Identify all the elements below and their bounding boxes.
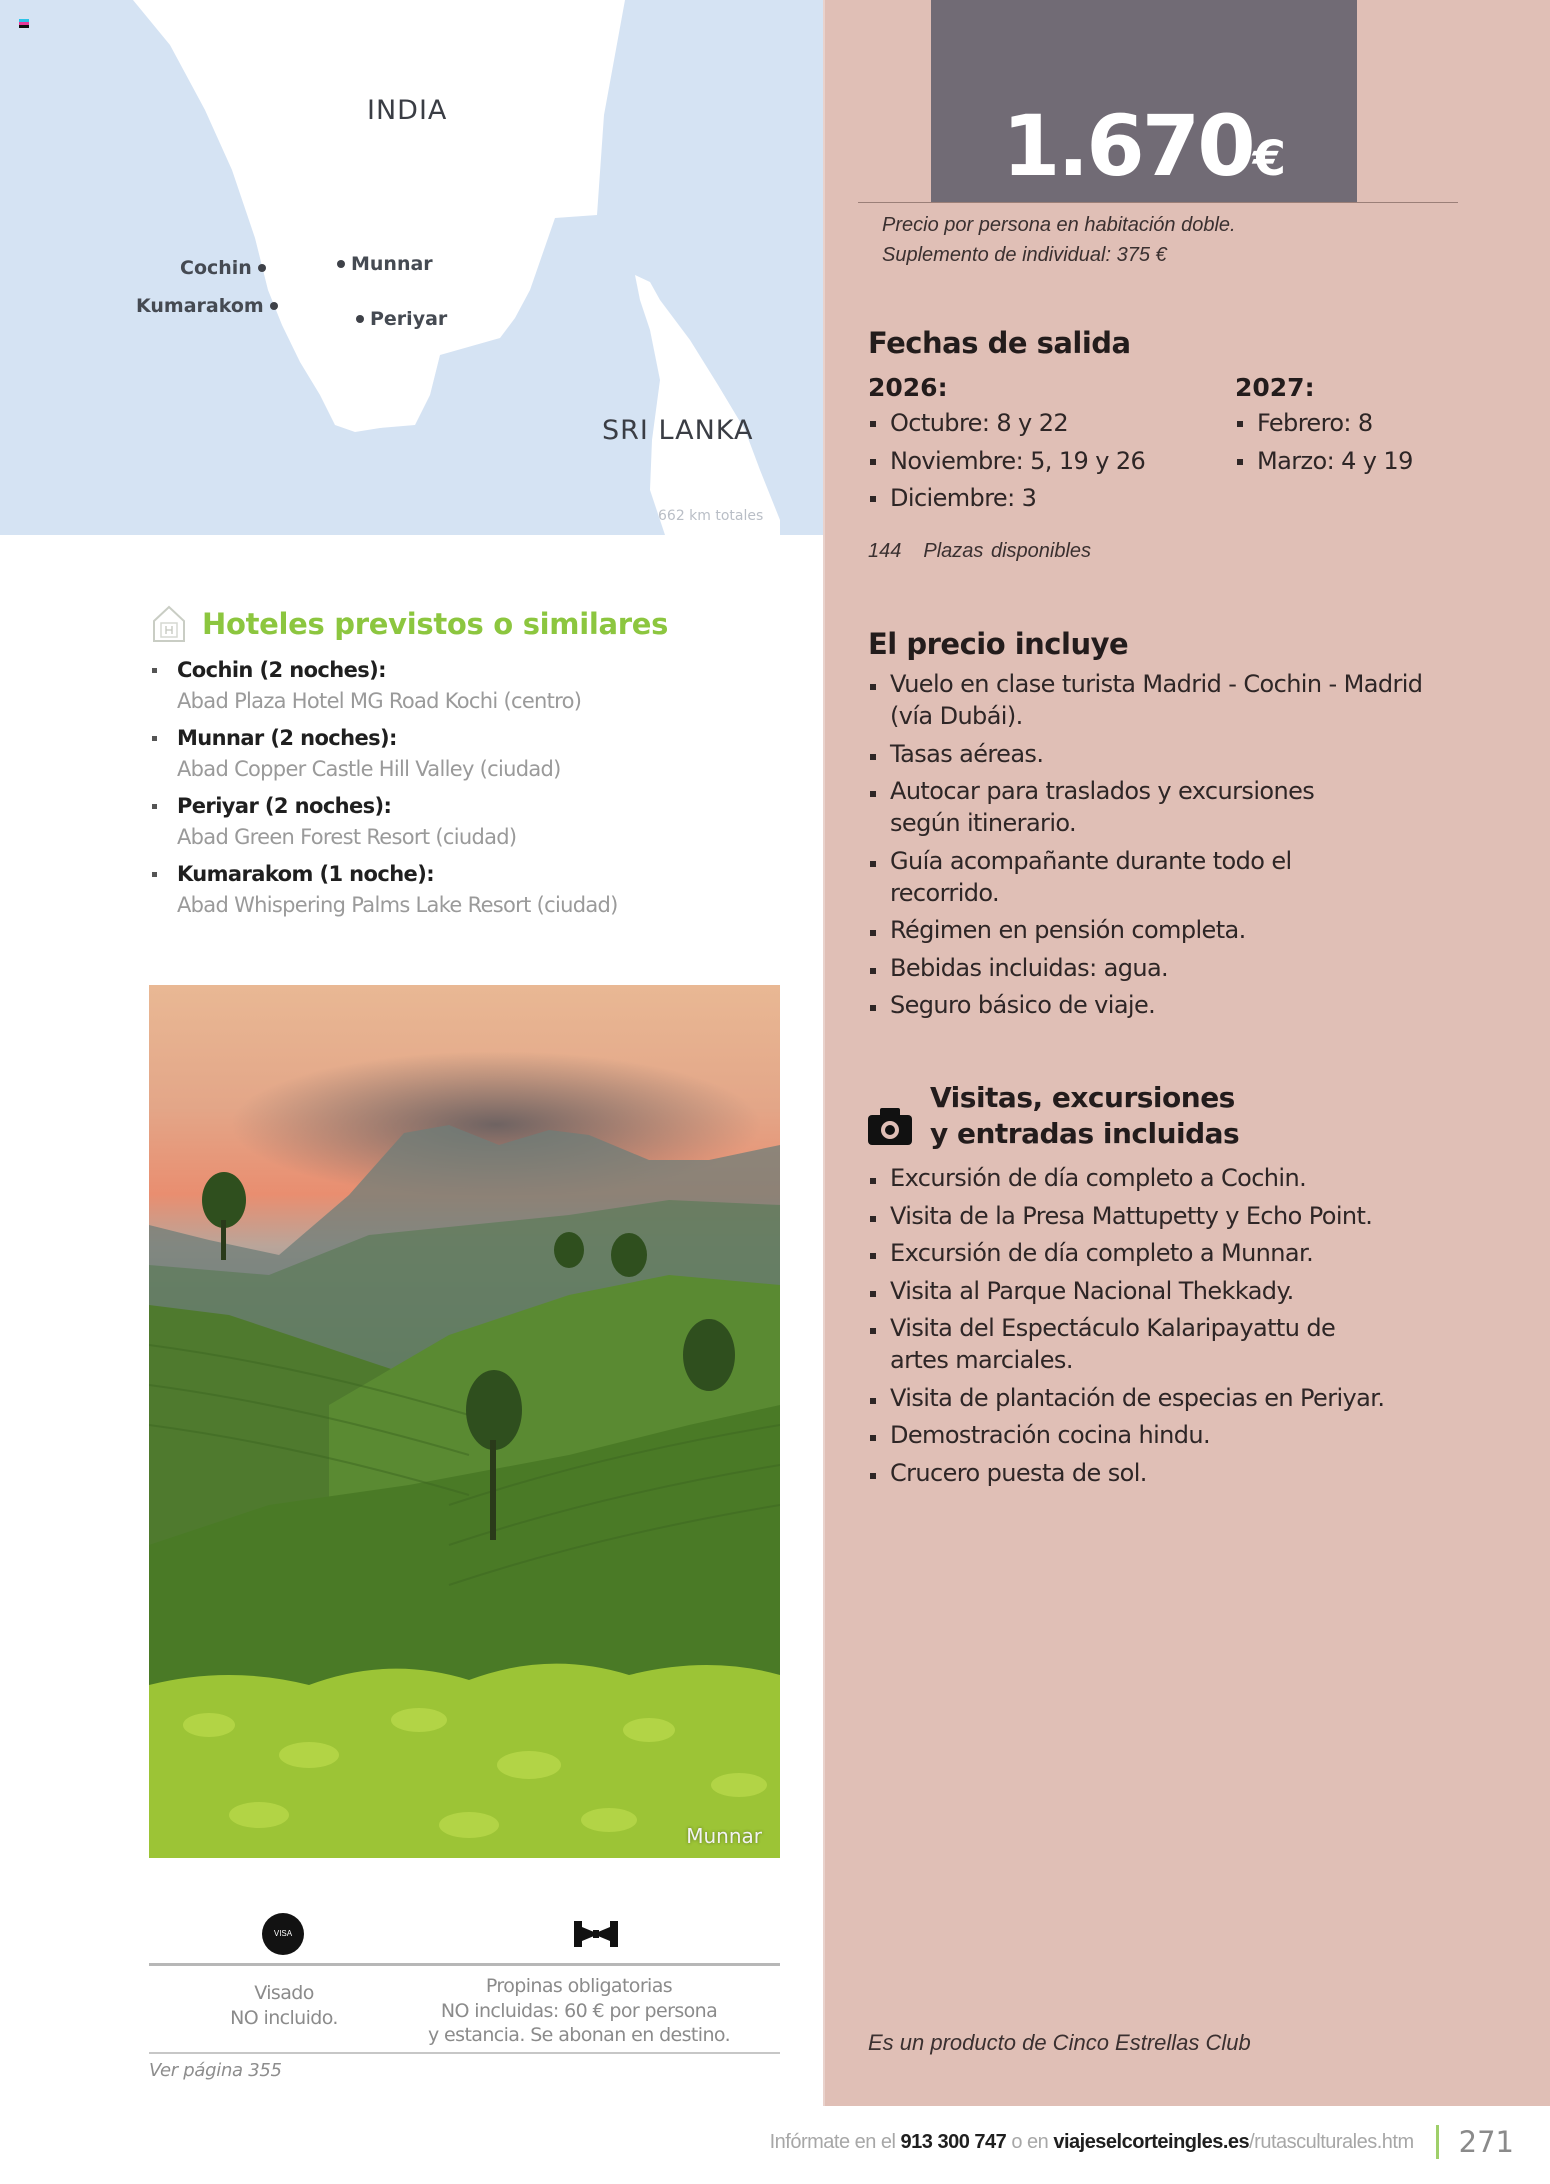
city-name: Munnar bbox=[351, 253, 433, 275]
location-dot-icon bbox=[258, 264, 266, 272]
tips-line: y estancia. Se abonan en destino. bbox=[427, 2024, 731, 2046]
photo-caption: Munnar bbox=[686, 1824, 762, 1848]
location-dot-icon bbox=[356, 315, 364, 323]
date-item: Marzo: 4 y 19 bbox=[1235, 443, 1413, 481]
price-includes-title: El precio incluye bbox=[868, 627, 1129, 661]
visit-item: Visita de la Presa Mattupetty y Echo Point. bbox=[868, 1200, 1508, 1232]
map-city-cochin bbox=[180, 257, 266, 279]
footer-prefix: Infórmate en el bbox=[769, 2130, 901, 2153]
include-item: Tasas aéreas. bbox=[868, 738, 1428, 770]
hotels-list bbox=[152, 655, 618, 927]
currency-symbol: € bbox=[1252, 131, 1287, 187]
year-2026: 2026: bbox=[868, 373, 948, 402]
hotel-name: Abad Green Forest Resort (ciudad) bbox=[177, 825, 517, 849]
departure-dates-title: Fechas de salida bbox=[868, 326, 1131, 360]
tips-note bbox=[384, 1974, 774, 2048]
include-item: Guía acompañante durante todo el recorrido. bbox=[868, 845, 1318, 909]
trip-details-panel bbox=[823, 0, 1550, 2106]
hotel-name: Abad Copper Castle Hill Valley (ciudad) bbox=[177, 757, 561, 781]
hotel-city: Periyar (2 noches): bbox=[177, 794, 392, 818]
hotel-city: Cochin (2 noches): bbox=[177, 658, 386, 682]
bow-tie-tips-icon bbox=[574, 1919, 618, 1949]
map-city-munnar bbox=[337, 253, 433, 275]
city-name: Kumarakom bbox=[136, 295, 264, 317]
dates-2026-list bbox=[868, 405, 1145, 518]
visits-list bbox=[868, 1162, 1508, 1494]
hotel-item bbox=[152, 723, 618, 785]
include-item: Bebidas incluidas: agua. bbox=[868, 952, 1428, 984]
hotel-item bbox=[152, 655, 618, 717]
include-item: Autocar para traslados y excursiones según itinerario. bbox=[868, 775, 1368, 839]
hotel-city: Kumarakom (1 noche): bbox=[177, 862, 434, 886]
visits-title-line: y entradas incluidas bbox=[930, 1117, 1240, 1150]
see-page-reference: Ver página 355 bbox=[149, 2060, 282, 2081]
page-number: 271 bbox=[1458, 2125, 1514, 2159]
print-registration-mark bbox=[19, 19, 29, 28]
divider bbox=[149, 1963, 780, 1966]
dates-2027-list bbox=[1235, 405, 1413, 480]
hotel-name: Abad Plaza Hotel MG Road Kochi (centro) bbox=[177, 689, 582, 713]
date-item: Febrero: 8 bbox=[1235, 405, 1413, 443]
footer-site-link[interactable]: viajeselcorteingles.es bbox=[1053, 2130, 1250, 2153]
landscape-illustration bbox=[149, 985, 780, 1858]
location-dot-icon bbox=[337, 260, 345, 268]
footer-phone: 913 300 747 bbox=[900, 2130, 1007, 2153]
date-item: Diciembre: 3 bbox=[868, 480, 1145, 518]
divider bbox=[858, 202, 1458, 203]
club-note: Es un producto de Cinco Estrellas Club bbox=[868, 2030, 1251, 2055]
include-item: Régimen en pensión completa. bbox=[868, 914, 1428, 946]
hotels-title: Hoteles previstos o similares bbox=[202, 607, 669, 641]
visits-header bbox=[868, 1080, 1239, 1152]
footer-site-path[interactable]: /rutasculturales.htm bbox=[1249, 2130, 1414, 2153]
footer-separator bbox=[1436, 2125, 1439, 2159]
not-included-info bbox=[149, 1905, 780, 2081]
price-includes-list bbox=[868, 668, 1428, 1027]
footer-middle: o en bbox=[1006, 2130, 1054, 2153]
map-city-periyar bbox=[356, 308, 447, 330]
visit-item: Visita del Espectáculo Kalaripayattu de artes marciales. bbox=[868, 1312, 1358, 1376]
price-note-line: Precio por persona en habitación doble. bbox=[882, 214, 1236, 236]
visa-label: Visado bbox=[254, 1982, 314, 2004]
hotel-city: Munnar (2 noches): bbox=[177, 726, 397, 750]
price-value: 1.670 bbox=[1001, 97, 1253, 195]
date-item: Noviembre: 5, 19 y 26 bbox=[868, 443, 1145, 481]
divider bbox=[149, 2052, 780, 2054]
price-amount bbox=[931, 97, 1357, 195]
camera-icon bbox=[868, 1106, 912, 1146]
visa-icon: VISA bbox=[262, 1913, 304, 1955]
include-item: Seguro básico de viaje. bbox=[868, 989, 1428, 1021]
page-footer bbox=[770, 2125, 1514, 2159]
hotel-item bbox=[152, 791, 618, 853]
visit-item: Visita al Parque Nacional Thekkady. bbox=[868, 1275, 1508, 1307]
route-map bbox=[0, 0, 823, 535]
visit-item: Demostración cocina hindu. bbox=[868, 1419, 1508, 1451]
hotels-header bbox=[152, 605, 668, 643]
munnar-tea-plantation-photo bbox=[149, 985, 780, 1858]
visits-title bbox=[930, 1080, 1239, 1152]
map-city-kumarakom bbox=[136, 295, 278, 317]
price-box bbox=[931, 0, 1357, 202]
info-icons-row bbox=[149, 1905, 780, 1963]
city-name: Periyar bbox=[370, 308, 448, 330]
visa-status: NO incluido. bbox=[230, 2006, 338, 2029]
date-item: Octubre: 8 y 22 bbox=[868, 405, 1145, 443]
route-distance: 662 km totales bbox=[658, 508, 764, 524]
visit-item: Crucero puesta de sol. bbox=[868, 1457, 1508, 1489]
city-name: Cochin bbox=[180, 257, 252, 279]
seats-label: Plazas disponibles bbox=[923, 540, 1092, 562]
tips-line: Propinas obligatorias bbox=[485, 1975, 673, 1997]
country-label-india: INDIA bbox=[367, 95, 448, 126]
visits-title-line: Visitas, excursiones bbox=[930, 1081, 1235, 1114]
single-supplement: Suplemento de individual: 375 € bbox=[882, 244, 1167, 266]
visit-item: Excursión de día completo a Cochin. bbox=[868, 1162, 1508, 1194]
location-dot-icon bbox=[270, 302, 278, 310]
footer-contact bbox=[770, 2131, 1414, 2154]
available-seats bbox=[868, 540, 1091, 563]
visit-item: Visita de plantación de especias en Periyar. bbox=[868, 1382, 1508, 1414]
seats-count: 144 bbox=[868, 540, 902, 562]
include-item: Vuelo en clase turista Madrid - Cochin - Madrid (vía Dubái). bbox=[868, 668, 1428, 732]
hotel-item bbox=[152, 859, 618, 921]
year-2027: 2027: bbox=[1235, 373, 1315, 402]
tips-line: NO incluidas: 60 € por persona bbox=[440, 1999, 718, 2022]
visit-item: Excursión de día completo a Munnar. bbox=[868, 1237, 1508, 1269]
hotel-house-icon bbox=[152, 605, 186, 643]
price-note bbox=[882, 210, 1236, 270]
visa-note bbox=[189, 1981, 379, 2030]
hotel-name: Abad Whispering Palms Lake Resort (ciudad) bbox=[177, 893, 618, 917]
country-label-sri-lanka: SRI LANKA bbox=[602, 415, 754, 446]
